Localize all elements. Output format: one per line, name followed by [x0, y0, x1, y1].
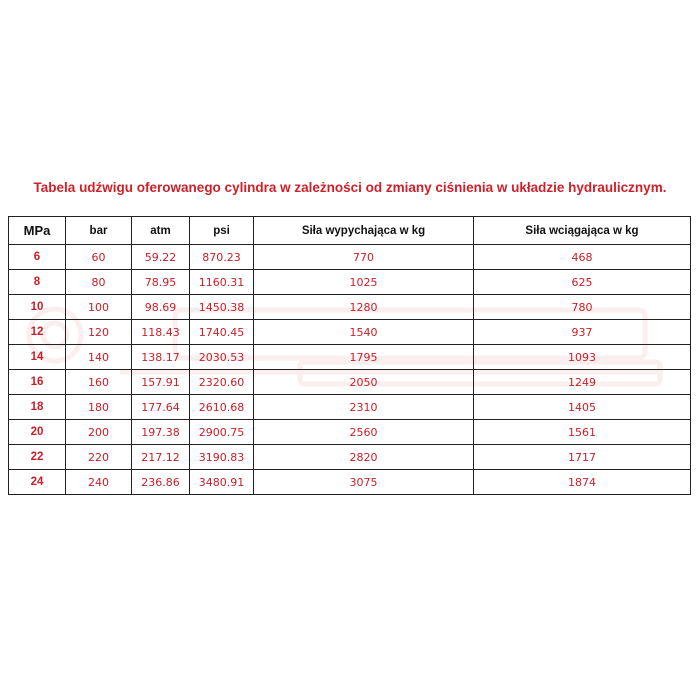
- cell-atm: 59.22: [132, 245, 190, 270]
- header-atm: atm: [132, 217, 190, 245]
- cell-push-force: 1795: [254, 345, 474, 370]
- cell-atm: 78.95: [132, 270, 190, 295]
- cell-psi: 3190.83: [190, 445, 254, 470]
- cell-atm: 157.91: [132, 370, 190, 395]
- cell-atm: 177.64: [132, 395, 190, 420]
- cell-push-force: 1280: [254, 295, 474, 320]
- cell-pull-force: 780: [474, 295, 691, 320]
- table-row: [9, 270, 691, 295]
- table-header-row: [9, 217, 691, 245]
- cell-psi: 1450.38: [190, 295, 254, 320]
- cell-psi: 2320.60: [190, 370, 254, 395]
- cell-push-force: 1540: [254, 320, 474, 345]
- cell-push-force: 2050: [254, 370, 474, 395]
- cell-push-force: 2820: [254, 445, 474, 470]
- cell-mpa: 12: [9, 320, 66, 345]
- table-row: [9, 320, 691, 345]
- cell-pull-force: 1717: [474, 445, 691, 470]
- cell-psi: 2610.68: [190, 395, 254, 420]
- table-row: [9, 295, 691, 320]
- cell-bar: 120: [66, 320, 132, 345]
- cell-atm: 217.12: [132, 445, 190, 470]
- cell-bar: 220: [66, 445, 132, 470]
- cell-mpa: 18: [9, 395, 66, 420]
- pressure-capacity-table: [8, 216, 691, 495]
- cell-pull-force: 1093: [474, 345, 691, 370]
- cell-bar: 240: [66, 470, 132, 495]
- cell-psi: 1740.45: [190, 320, 254, 345]
- cell-mpa: 8: [9, 270, 66, 295]
- header-psi: psi: [190, 217, 254, 245]
- cell-atm: 236.86: [132, 470, 190, 495]
- cell-bar: 200: [66, 420, 132, 445]
- cell-push-force: 3075: [254, 470, 474, 495]
- cell-bar: 160: [66, 370, 132, 395]
- header-pull-force: Siła wciągająca w kg: [474, 217, 691, 245]
- cell-bar: 180: [66, 395, 132, 420]
- table-row: [9, 470, 691, 495]
- cell-pull-force: 1561: [474, 420, 691, 445]
- cell-bar: 100: [66, 295, 132, 320]
- cell-bar: 140: [66, 345, 132, 370]
- cell-pull-force: 468: [474, 245, 691, 270]
- cell-push-force: 770: [254, 245, 474, 270]
- cell-pull-force: 1249: [474, 370, 691, 395]
- cell-mpa: 14: [9, 345, 66, 370]
- cell-atm: 98.69: [132, 295, 190, 320]
- table-row: [9, 345, 691, 370]
- cell-mpa: 10: [9, 295, 66, 320]
- table-title: Tabela udźwigu oferowanego cylindra w zależności od zmiany ciśnienia w układzie hydraulicznym.: [33, 180, 667, 195]
- cell-psi: 1160.31: [190, 270, 254, 295]
- table-row: [9, 395, 691, 420]
- cell-bar: 60: [66, 245, 132, 270]
- cell-push-force: 2310: [254, 395, 474, 420]
- cell-pull-force: 625: [474, 270, 691, 295]
- cell-psi: 3480.91: [190, 470, 254, 495]
- cell-bar: 80: [66, 270, 132, 295]
- cell-psi: 870.23: [190, 245, 254, 270]
- cell-atm: 197.38: [132, 420, 190, 445]
- cell-mpa: 20: [9, 420, 66, 445]
- cell-psi: 2030.53: [190, 345, 254, 370]
- table-row: [9, 245, 691, 270]
- cell-pull-force: 1874: [474, 470, 691, 495]
- table-row: [9, 445, 691, 470]
- cell-push-force: 1025: [254, 270, 474, 295]
- table-row: [9, 370, 691, 395]
- header-bar: bar: [66, 217, 132, 245]
- cell-atm: 138.17: [132, 345, 190, 370]
- table-row: [9, 420, 691, 445]
- cell-push-force: 2560: [254, 420, 474, 445]
- cell-psi: 2900.75: [190, 420, 254, 445]
- cell-pull-force: 1405: [474, 395, 691, 420]
- cell-mpa: 22: [9, 445, 66, 470]
- cell-atm: 118.43: [132, 320, 190, 345]
- cell-mpa: 16: [9, 370, 66, 395]
- cell-mpa: 6: [9, 245, 66, 270]
- header-push-force: Siła wypychająca w kg: [254, 217, 474, 245]
- header-mpa: MPa: [9, 217, 66, 245]
- cell-pull-force: 937: [474, 320, 691, 345]
- cell-mpa: 24: [9, 470, 66, 495]
